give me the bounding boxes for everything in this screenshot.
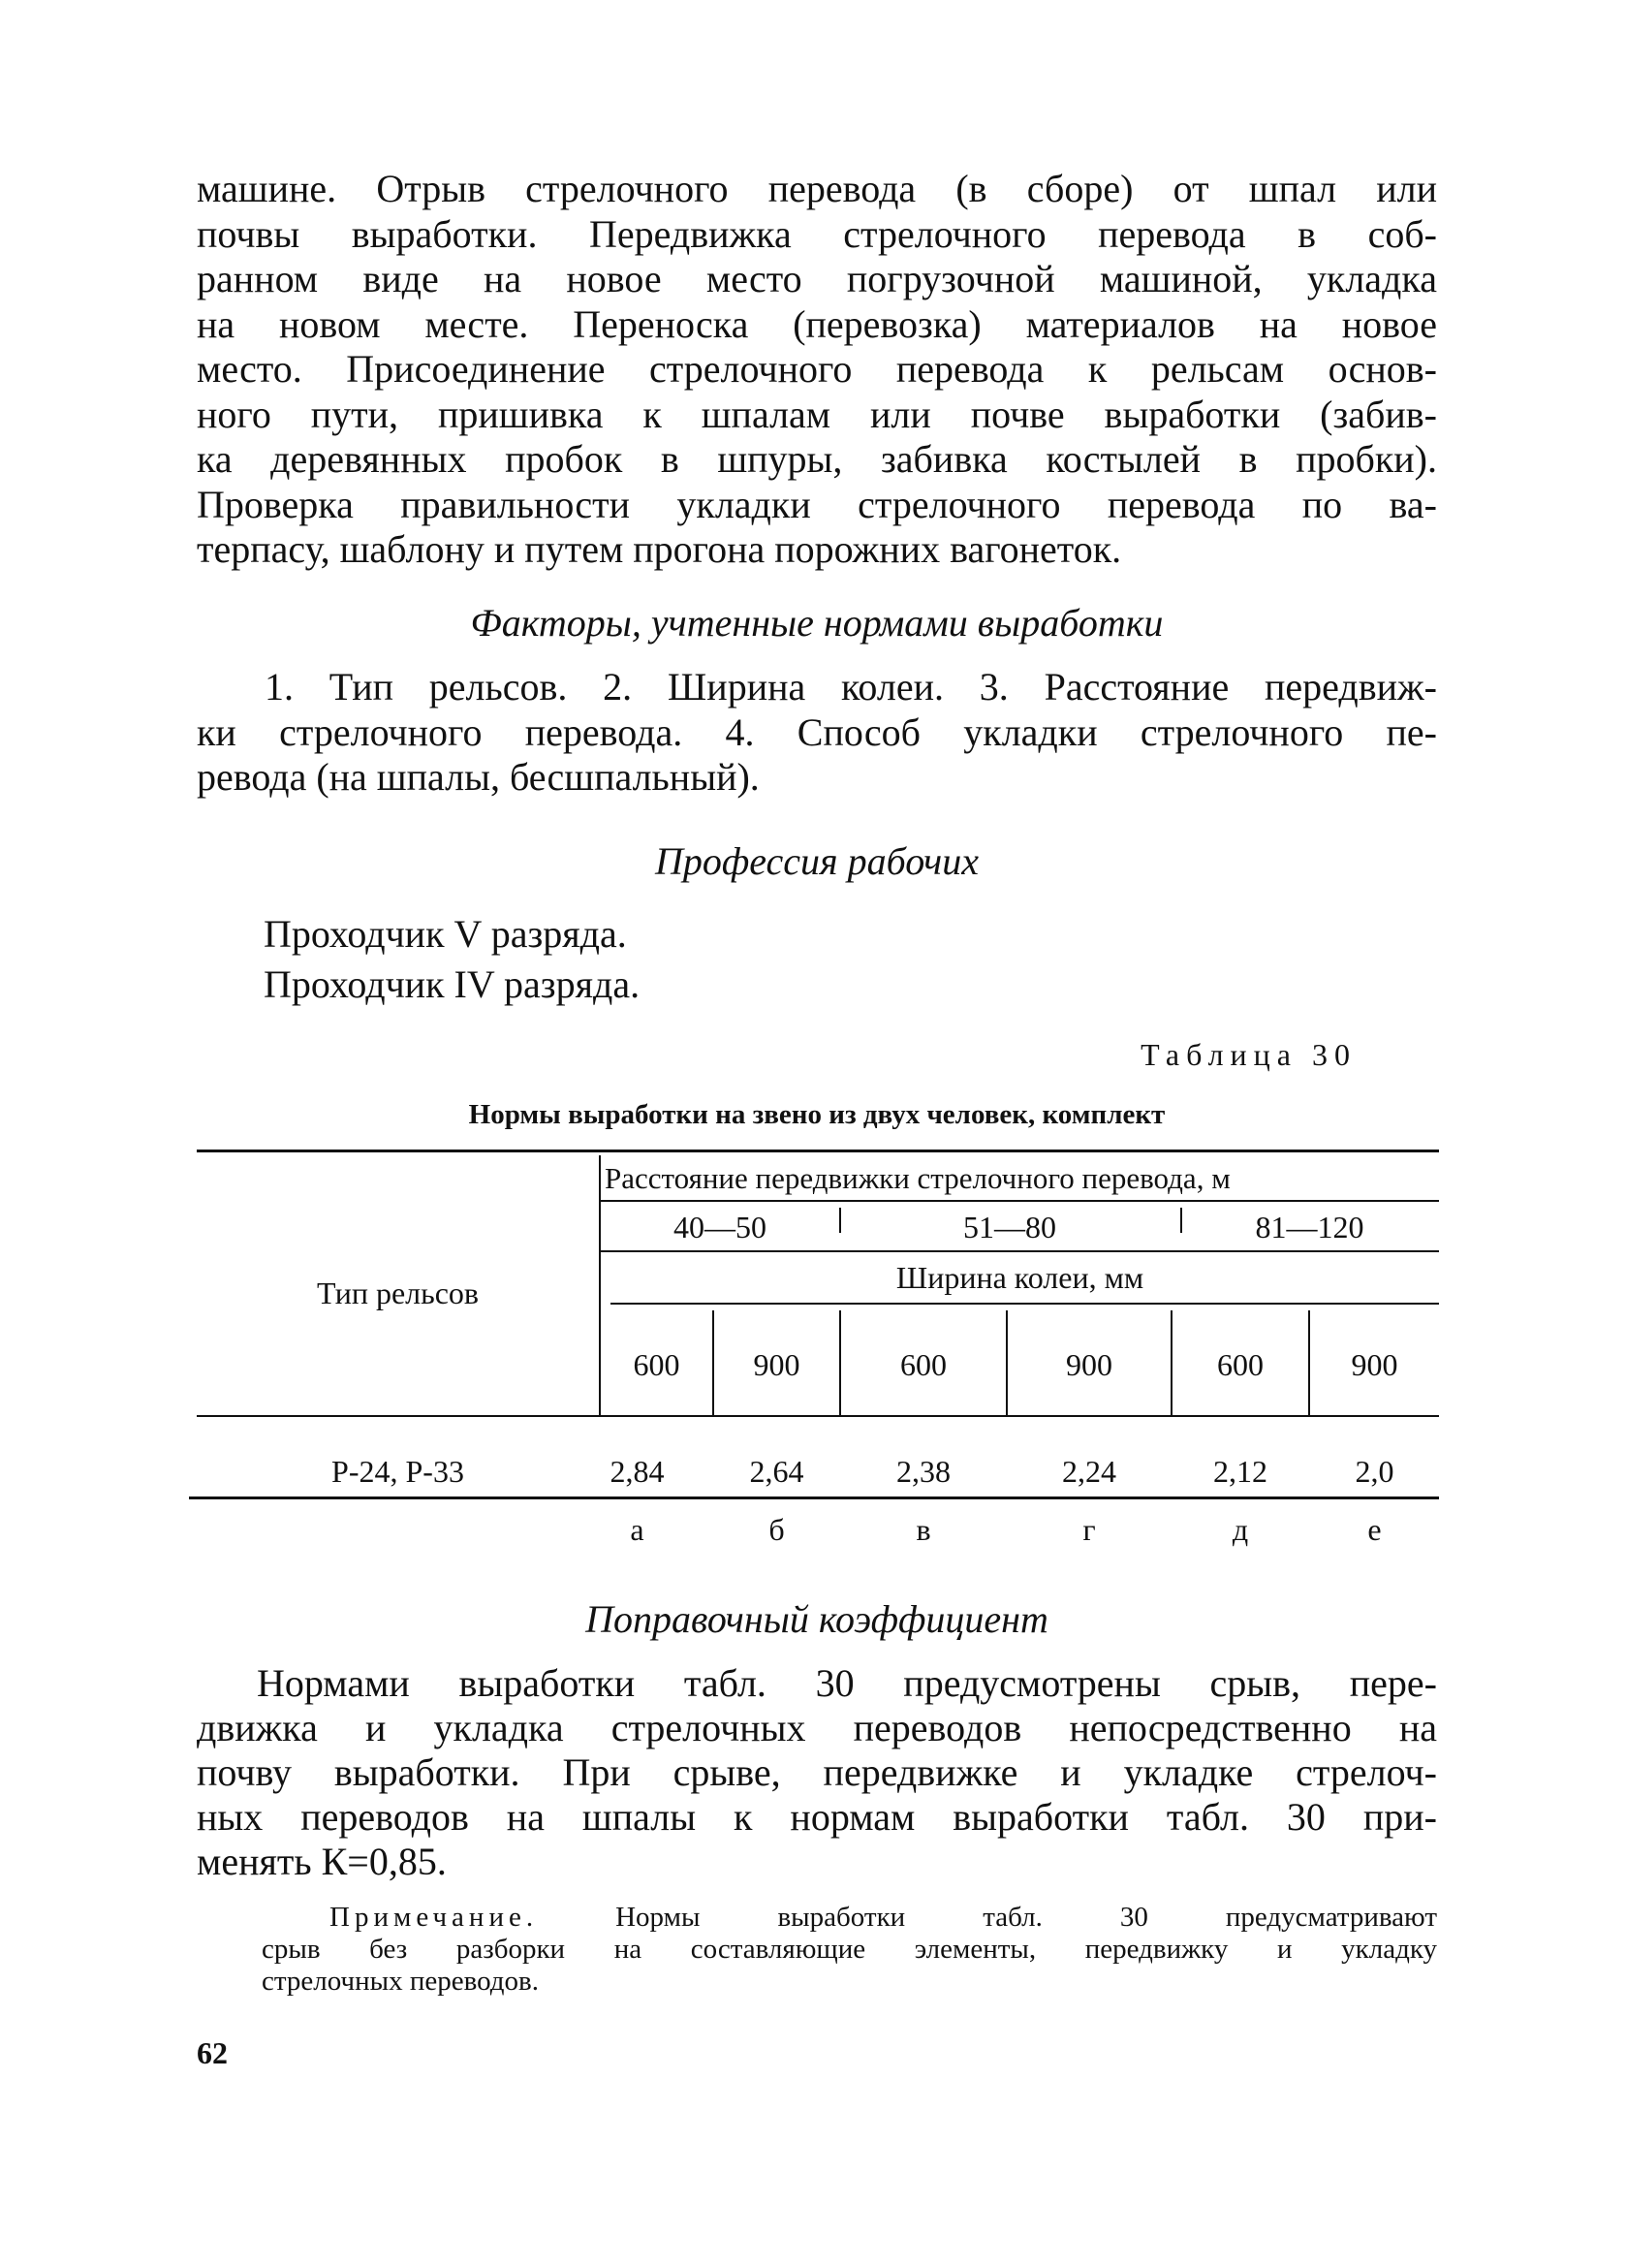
factors-paragraph [197, 665, 1437, 801]
note [329, 1902, 1437, 1934]
text-line: на новом месте. Переноска (перевозка) материалов на новое [197, 301, 1437, 346]
note-line: срыв без разборки на составляющие элементы, передвижку и укладку [262, 1934, 1437, 1965]
gauge-cell: 600 [1217, 1347, 1264, 1382]
text-line: ки стрелочного перевода. 4. Способ укладки стрелочного пе- [197, 709, 1437, 754]
table-bottom-rule [189, 1496, 1439, 1499]
gauge-cell: 600 [900, 1347, 947, 1382]
note-label: Примечание. [329, 1902, 539, 1933]
text-line: движка и укладка стрелочных переводов непосредственно на [197, 1706, 1437, 1749]
text-line: почву выработки. При срыве, передвижке и укладке стрелоч- [197, 1750, 1437, 1794]
value-cell: 2,38 [896, 1454, 951, 1489]
factors-heading: Факторы, учтенные нормами выработки [470, 601, 1164, 645]
value-cell: 2,0 [1355, 1454, 1394, 1489]
distance-header: Расстояние передвижки стрелочного перевода, м [605, 1161, 1231, 1195]
profession-heading: Профессия рабочих [654, 839, 979, 883]
column-letter: е [1367, 1512, 1382, 1547]
text-line: место. Присоединение стрелочного перевода к рельсам основ- [197, 347, 1437, 391]
value-cell: 2,84 [610, 1454, 665, 1489]
page-number: 62 [197, 2035, 228, 2070]
text-line: ка деревянных пробок в шпуры, забивка костылей в пробки). [197, 437, 1437, 481]
text-line: ного пути, пришивка к шпалам или почве выработки (забив- [197, 392, 1437, 436]
worker-item: Проходчик V разряда. [264, 912, 627, 956]
text-line: 1. Тип рельсов. 2. Ширина колеи. 3. Расстояние передвиж- [265, 665, 1437, 709]
value-cell: 2,12 [1213, 1454, 1267, 1489]
column-letter: в [916, 1512, 931, 1547]
text-line: почвы выработки. Передвижка стрелочного перевода в соб- [197, 211, 1437, 256]
text-line: менять К=0,85. [197, 1840, 447, 1883]
text-line: машине. Отрыв стрелочного перевода (в сборе) от шпал или [197, 167, 1437, 210]
gauge-header-rule [610, 1303, 1439, 1305]
column-letter: д [1232, 1512, 1249, 1547]
correction-heading: Поправочный коэффициент [585, 1597, 1048, 1641]
text-line: ревода (на шпалы, бесшпальный). [197, 755, 760, 799]
worker-item: Проходчик IV разряда. [264, 962, 641, 1006]
distance-group: 81—120 [1255, 1210, 1364, 1244]
distance-group: 40—50 [673, 1210, 766, 1244]
text-line: Нормами выработки табл. 30 предусмотрены срыв, пере- [257, 1661, 1437, 1705]
distance-header-rule [601, 1200, 1439, 1202]
column-letter: б [768, 1512, 785, 1547]
value-cell: 2,64 [749, 1454, 804, 1489]
rail-type-cell: Р-24, Р-33 [331, 1454, 464, 1489]
text-line: Проверка правильности укладки стрелочного перевода по ва- [197, 482, 1437, 526]
column-letter: а [630, 1512, 644, 1547]
gauge-cell: 600 [633, 1347, 680, 1382]
rail-type-header: Тип рельсов [316, 1276, 480, 1310]
distance-group: 51—80 [963, 1210, 1056, 1244]
gauge-cell: 900 [1066, 1347, 1112, 1382]
note-continuation [262, 1934, 1437, 1998]
correction-paragraph [197, 1661, 1437, 1884]
text-line: ранном виде на новое место погрузочной машиной, укладка [197, 257, 1437, 300]
table-header-bottom-rule [197, 1415, 1439, 1417]
table-title: Нормы выработки на звено из двух человек, комплект [468, 1099, 1166, 1130]
table-top-rule [197, 1150, 1439, 1152]
distance-groups-rule [601, 1250, 1439, 1252]
gauge-header: Ширина колеи, мм [895, 1260, 1144, 1295]
opening-paragraph [197, 167, 1437, 573]
workers-list [264, 909, 640, 1010]
text-line: ных переводов на шпалы к нормам выработки табл. 30 при- [197, 1795, 1437, 1839]
note-line: стрелочных переводов. [262, 1966, 539, 1997]
table-caption: Таблица 30 [1141, 1037, 1357, 1072]
value-cell: 2,24 [1062, 1454, 1116, 1489]
text-line: терпасу, шаблону и путем прогона порожних вагонеток. [197, 527, 1122, 571]
note-text: Нормы выработки табл. 30 предусматривают [538, 1902, 1437, 1933]
gauge-cell: 900 [753, 1347, 800, 1382]
note-line [329, 1902, 1437, 1934]
column-letter: г [1082, 1512, 1096, 1547]
gauge-cell: 900 [1351, 1347, 1398, 1382]
